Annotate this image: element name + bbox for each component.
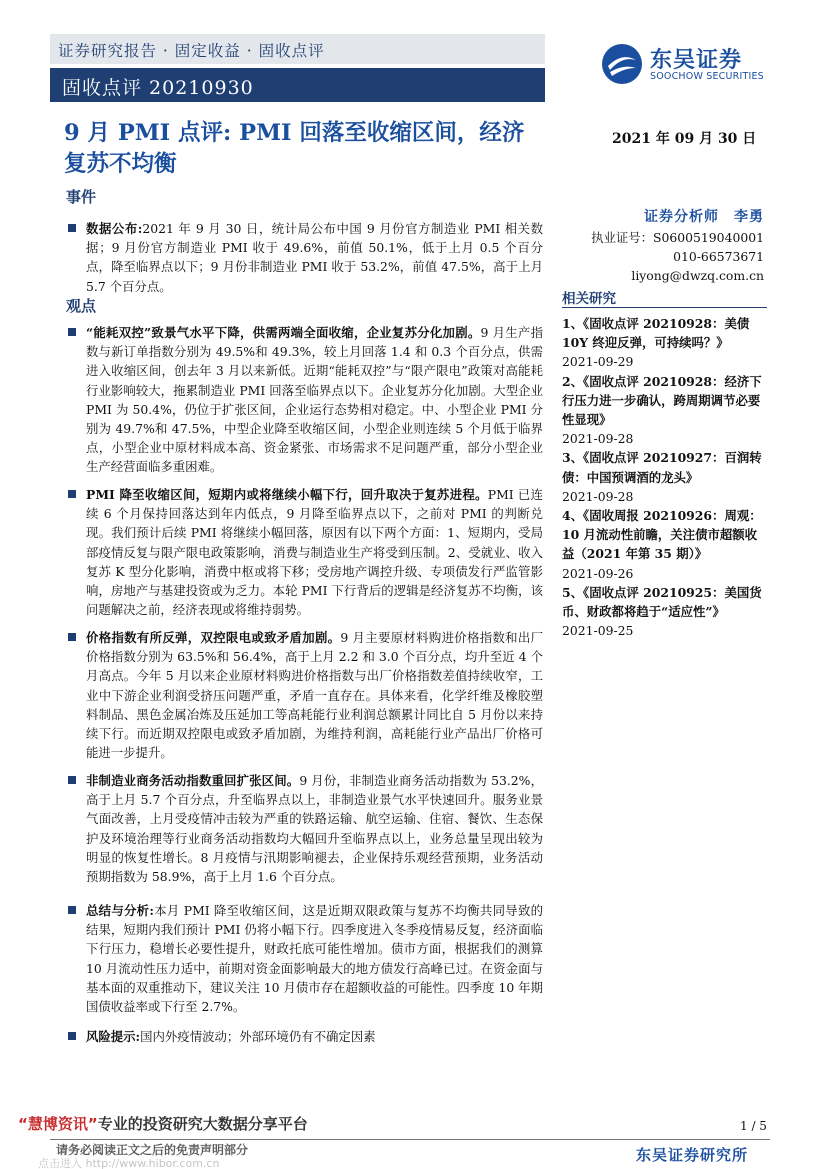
view-paragraph — [68, 901, 543, 1016]
view-label: 价格指数有所反弹，双控限电或致矛盾加剧。 — [86, 630, 341, 645]
view-text: 9 月份，非制造业商务活动指数为 53.2%，高于上月 5.7 个百分点，升至临界点以上，非制造业景气水平快速回升。服务业景气面改善，上月受疫情冲击较为严重的铁路运输、航空运输、住宿、餐饮、生态保护及环境治理等行业商务活动指数均大幅回升至临界点以上，业务总量呈现出较为明显的恢复性增长。8 月疫情与汛期影响褪去，企业保持乐观经营预期，业务活动预期指数为 58.9%，高于上月 1.6 个百分点。 — [86, 773, 543, 885]
view-paragraph — [68, 485, 543, 619]
risk-label: 风险提示: — [86, 1029, 141, 1044]
related-research-heading: 相关研究 — [562, 291, 616, 307]
bullet-square-icon — [68, 224, 76, 232]
analyst-email[interactable]: liyong@dwzq.com.cn — [631, 268, 764, 283]
related-item-date: 2021-09-25 — [562, 623, 634, 639]
title-line-2: 复苏不均衡 — [64, 151, 177, 177]
report-code: 固收点评 20210930 — [62, 77, 254, 99]
watermark-url[interactable]: 点击进入 http://www.hibor.com.cn — [38, 1157, 220, 1169]
view-paragraph — [68, 628, 543, 762]
related-item-title: 1、《固收点评 20210928：美债 10Y 终迎反弹，可持续吗？》 — [562, 316, 750, 351]
report-category: 证券研究报告 · 固定收益 · 固收点评 — [58, 42, 325, 60]
related-research-list — [562, 314, 767, 640]
related-item-title: 5、《固收点评 20210925：美国货币、财政都将趋于“适应性”》 — [562, 584, 762, 620]
analyst-phone: 010-66573671 — [673, 249, 764, 264]
related-item[interactable] — [562, 583, 767, 641]
bullet-square-icon — [68, 490, 76, 498]
related-item-title: 3、《固收点评 20210927：百润转债：中国预调酒的龙头》 — [562, 450, 762, 485]
watermark-slogan: 专业的投资研究大数据分享平台 — [97, 1115, 308, 1133]
view-paragraph — [68, 771, 543, 886]
view-text: 9 月生产指数与新订单指数分别为 49.5%和 49.3%，较上月回落 1.4 和 0.3 个百分点，供需进入收缩区间，创去年 3 月以来新低。近期“能耗双控”与“限产限电”政策对高能耗行业影响较大，拖累制造业 PMI 回落至临界点以下。企业复苏分化加剧。大型企业 PMI 为 50.4%，仍位于扩张区间，企业运行态势相对稳定。中、小型企业 PMI 分别为 49.7%和 47.5%，中型企业降至收缩区间，小型企业则连续 5 个月低于临界点，小型企业中原材料成本高、资金紧张、市场需求不足问题严重，部分小型企业生产经营面临多重困难。 — [86, 325, 543, 475]
document-title — [64, 118, 564, 180]
related-item-date: 2021-09-28 — [562, 488, 634, 504]
view-text: 本月 PMI 降至收缩区间，这是近期双限政策与复苏不均衡共同导致的结果，短期内我们预计 PMI 仍将小幅下行。四季度进入冬季疫情易反复，经济面临下行压力，稳增长必要性提升，财政托底可能性增加。债市方面，根据我们的测算 10 月流动性压力适中，前期对资金面影响最大的地方债发行高峰已过。在资金面与基本面的双重推动下，建议关注 10 月债市存在超额收益的可能性。四季度 10 年期国债收益率或下行至 2.7%。 — [86, 903, 543, 1015]
event-text: 2021 年 9 月 30 日，统计局公布中国 9 月份官方制造业 PMI 相关数据；9 月份官方制造业 PMI 收于 49.6%，前值 50.1%，低于上月 0.5 个百分点，降至临界点以下；9 月份非制造业 PMI 收于 53.2%，前值 47.5%，高于上月 5.7 个百分点。 — [86, 221, 544, 294]
related-item-title: 4、《固收周报 20210926：周观：10 月流动性前瞻，关注债市超额收益（2021 年第 35 期）》 — [562, 508, 762, 562]
footer-organization: 东吴证券研究所 — [636, 1146, 749, 1164]
view-label: 非制造业商务活动指数重回扩张区间。 — [86, 773, 300, 788]
related-item[interactable] — [562, 448, 767, 506]
title-line-1: 9 月 PMI 点评: PMI 回落至收缩区间，经济 — [64, 120, 525, 146]
analyst-license: 执业证号：S0600519040001 — [591, 230, 764, 245]
event-paragraph — [68, 219, 543, 296]
disclaimer-notice: 请务必阅读正文之后的免责声明部分 — [56, 1143, 249, 1157]
bullet-square-icon — [68, 1032, 76, 1040]
related-item[interactable] — [562, 506, 767, 583]
risk-text: 国内外疫情波动；外部环境仍有不确定因素 — [140, 1029, 376, 1044]
related-item-date: 2021-09-26 — [562, 565, 634, 581]
section-heading-event: 事件 — [66, 188, 97, 206]
analyst-name: 证券分析师 李勇 — [644, 209, 764, 225]
watermark-brand: “慧博资讯” — [18, 1115, 98, 1133]
related-item-date: 2021-09-28 — [562, 431, 634, 447]
bullet-square-icon — [68, 906, 76, 914]
report-date: 2021 年 09 月 30 日 — [612, 131, 757, 147]
view-text: 9 月主要原材料购进价格指数和出厂价格指数分别为 63.5%和 56.4%，高于上月 2.2 和 3.0 个百分点，均升至近 4 个月高点。今年 5 月以来企业原材料购进价格指数与出厂价格指数差值持续收窄，工业中下游企业利润受挤压问题严重，矛盾一直存在。具体来看，化学纤维及橡胶塑料制品、黑色金属冶炼及压延加工等高耗能行业利润总额累计同比自 5 月份以来持续下行。而近期双控限电或致矛盾加剧，为维持利润，高耗能行业产品出厂价格可能进一步提升。 — [86, 630, 544, 761]
divider — [562, 307, 767, 308]
watermark-banner — [18, 1113, 308, 1134]
view-label: 总结与分析: — [86, 903, 154, 918]
risk-paragraph — [68, 1027, 543, 1046]
company-logo — [600, 42, 780, 86]
view-text: PMI 已连续 6 个月保持回落达到年内低点，9 月降至临界点以下，之前对 PMI 的判断兑现。我们预计后续 PMI 将继续小幅回落，原因有以下两个方面：1、短期内，受局部疫情反复与限产限电政策影响，消费与制造业生产将受到压制。2、受就业、收入复苏 K 型分化影响，消费中枢或将下移；受房地产调控升级、专项债发行严监管影响，房地产与基建投资或为乏力。本轮 PMI 下行背后的逻辑是经济复苏不均衡，该问题解决之前，经济表现或将维持弱势。 — [86, 487, 543, 618]
soochow-logo-icon — [600, 42, 644, 86]
section-heading-view: 观点 — [66, 297, 97, 315]
logo-name-cn: 东吴证券 — [650, 48, 743, 73]
bullet-square-icon — [68, 328, 76, 336]
view-label: “能耗双控”致景气水平下降，供需两端全面收缩，企业复苏分化加剧。 — [86, 325, 481, 340]
view-label: PMI 降至收缩区间，短期内或将继续小幅下行，回升取决于复苏进程。 — [86, 487, 488, 502]
logo-name-en: SOOCHOW SECURITIES — [650, 71, 764, 82]
footer-divider — [50, 1139, 770, 1140]
related-item-title: 2、《固收点评 20210928：经济下行压力进一步确认，跨周期调节必要性显现》 — [562, 373, 762, 428]
page-number: 1 / 5 — [740, 1119, 767, 1133]
bullet-square-icon — [68, 776, 76, 784]
event-label: 数据公布: — [86, 221, 143, 236]
view-paragraph — [68, 323, 543, 477]
related-item[interactable] — [562, 372, 767, 449]
bullet-square-icon — [68, 633, 76, 641]
related-item[interactable] — [562, 314, 767, 372]
report-code-bar — [50, 68, 545, 102]
related-item-date: 2021-09-29 — [562, 354, 634, 370]
analyst-info — [574, 206, 764, 285]
